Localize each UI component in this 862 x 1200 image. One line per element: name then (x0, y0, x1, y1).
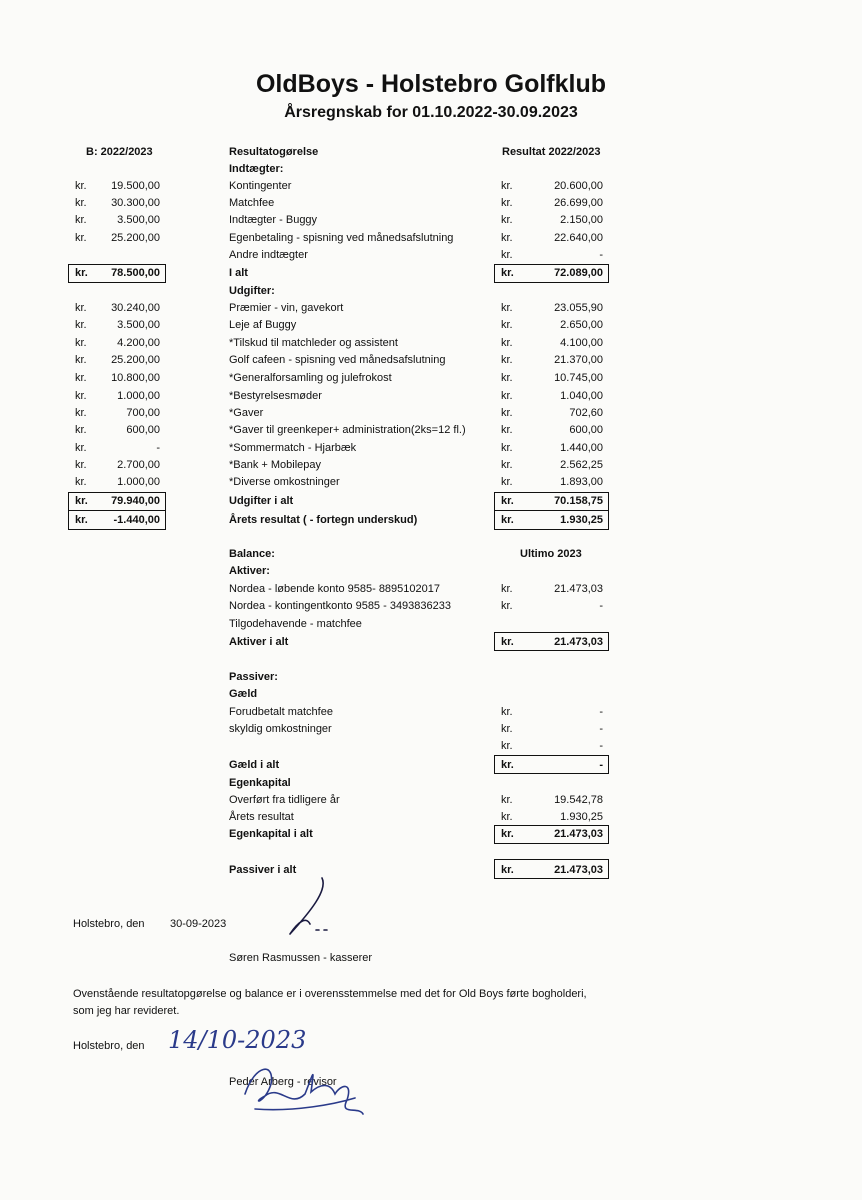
expense-row: kr. 25.200,00 Golf cafeen - spisning ved månedsafslutning kr. 21.370,00 (75, 354, 603, 366)
budget-header: B: 2022/2023 (86, 146, 153, 158)
expense-row: kr. 30.240,00 Præmier - vin, gavekort kr. 23.055,90 (75, 302, 603, 314)
document-title: OldBoys - Holstebro Golfklub (255, 70, 606, 98)
expenses-heading: Udgifter: (229, 285, 275, 297)
liabilities-total-row: Passiver i alt kr. 21.473,03 (229, 864, 603, 876)
asset-row: Nordea - kontingentkonto 9585 - 3493836233 kr. - (229, 600, 603, 612)
expense-total-row: kr. 79.940,00 Udgifter i alt kr. 70.158,75 (75, 495, 603, 507)
audit-date-handwritten: 14/10-2023 (168, 1026, 307, 1054)
treasurer-signature (270, 872, 340, 942)
assets-total-row: Aktiver i alt kr. 21.473,03 (229, 636, 603, 648)
audit-statement-line-1: Ovenstående resultatopgørelse og balance er i overensstemmelse med det for Old Boys førte bogholderi, (73, 988, 587, 1000)
balance-heading: Balance: (229, 548, 275, 560)
expense-row: kr. 600,00 *Gaver til greenkeper+ administration(2ks=12 fl.) kr. 600,00 (75, 424, 603, 436)
income-heading: Indtægter: (229, 163, 284, 175)
balance-period: Ultimo 2023 (520, 548, 582, 560)
debt-row: kr. - (501, 740, 603, 752)
debt-total-row: Gæld i alt kr. - (229, 759, 603, 771)
expense-row: kr. 700,00 *Gaver kr. 702,60 (75, 407, 603, 419)
expense-row: kr. 1.000,00 *Diverse omkostninger kr. 1.893,00 (75, 476, 603, 488)
treasurer-name: Søren Rasmussen - kasserer (229, 952, 373, 964)
debt-row: skyldig omkostninger kr. - (229, 723, 603, 735)
debt-row: Forudbetalt matchfee kr. - (229, 706, 603, 718)
auditor-name: Peder Arberg - revisor (229, 1076, 337, 1088)
date-1: 30-09-2023 (170, 918, 227, 930)
expense-row: kr. 2.700,00 *Bank + Mobilepay kr. 2.562,25 (75, 459, 603, 471)
income-row: kr. 3.500,00 Indtægter - Buggy kr. 2.150,00 (75, 214, 603, 226)
income-total-row: kr. 78.500,00 I alt kr. 72.089,00 (75, 267, 603, 279)
auditor-signature (235, 1054, 375, 1124)
expense-row: kr. 1.000,00 *Bestyrelsesmøder kr. 1.040,00 (75, 390, 603, 402)
income-row: kr. 30.300,00 Matchfee kr. 26.699,00 (75, 197, 603, 209)
document-subtitle: Årsregnskab for 01.10.2022-30.09.2023 (284, 104, 578, 121)
income-row: Andre indtægter kr. - (229, 249, 603, 261)
row-label: Kontingenter (229, 180, 292, 192)
asset-row: Nordea - løbende konto 9585- 8895102017 kr. 21.473,03 (229, 583, 603, 595)
result-value: 20.600,00 (554, 180, 603, 192)
liabilities-heading: Passiver: (229, 671, 278, 683)
assets-heading: Aktiver: (229, 565, 270, 577)
debt-heading: Gæld (229, 688, 258, 700)
expense-row: kr. 4.200,00 *Tilskud til matchleder og assistent kr. 4.100,00 (75, 337, 603, 349)
equity-row: Årets resultat kr. 1.930,25 (229, 811, 603, 823)
place-date-1: Holstebro, den (73, 918, 145, 930)
statement-header: Resultatogørelse (229, 146, 319, 158)
expense-row: kr. - *Sommermatch - Hjarbæk kr. 1.440,00 (75, 442, 603, 454)
currency: kr. (501, 180, 513, 192)
equity-row: Overført fra tidligere år kr. 19.542,78 (229, 794, 603, 806)
income-row (0, 180, 862, 197)
audit-statement-line-2: som jeg har revideret. (73, 1005, 180, 1017)
income-row: kr. 25.200,00 Egenbetaling - spisning ved månedsafslutning kr. 22.640,00 (75, 232, 603, 244)
result-header: Resultat 2022/2023 (502, 146, 601, 158)
asset-row: Tilgodehavende - matchfee (229, 618, 362, 630)
currency: kr. (75, 180, 87, 192)
equity-total-row: Egenkapital i alt kr. 21.473,03 (229, 828, 603, 840)
budget-value: 19.500,00 (111, 180, 160, 192)
expense-row: kr. 3.500,00 Leje af Buggy kr. 2.650,00 (75, 319, 603, 331)
expense-row: kr. 10.800,00 *Generalforsamling og julefrokost kr. 10.745,00 (75, 372, 603, 384)
equity-heading: Egenkapital (229, 777, 291, 789)
year-result-row: kr. -1.440,00 Årets resultat ( - fortegn underskud) kr. 1.930,25 (75, 514, 603, 526)
place-date-2: Holstebro, den (73, 1040, 145, 1052)
